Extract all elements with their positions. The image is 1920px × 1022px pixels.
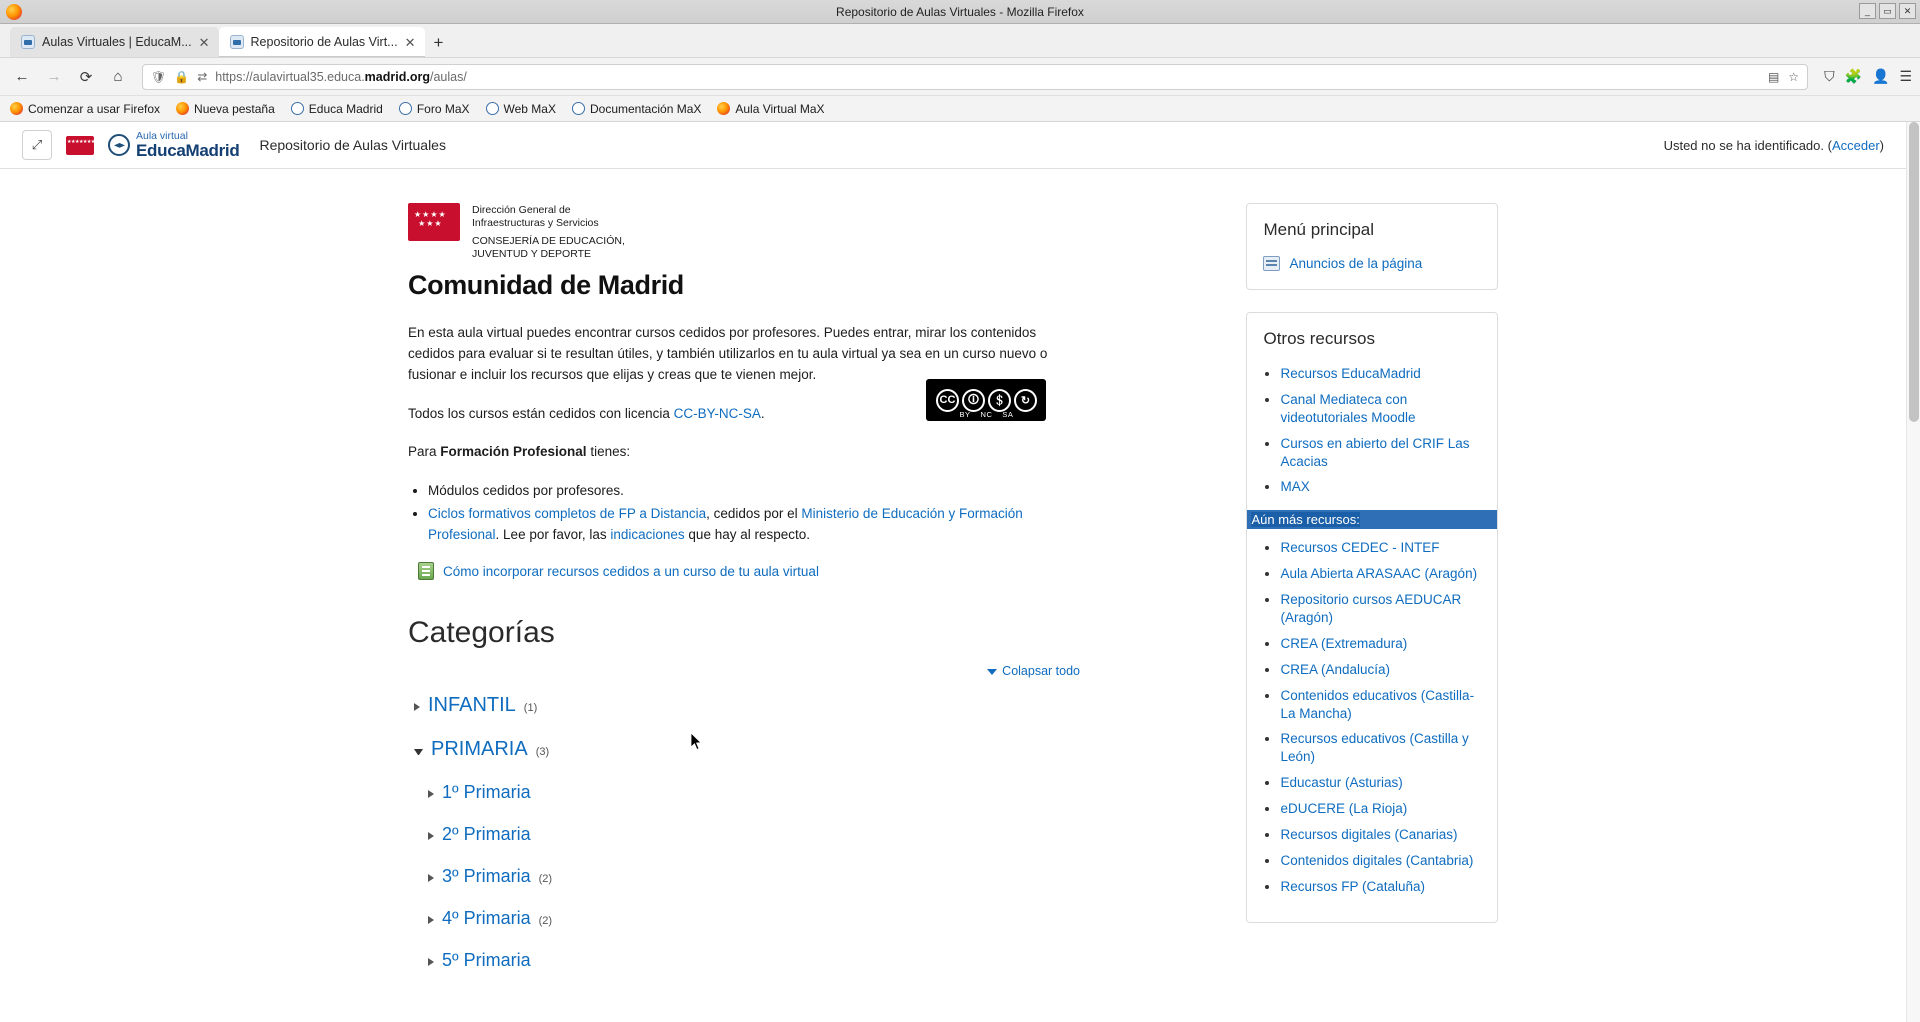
cc-nc-icon: ＄ (988, 389, 1011, 412)
list-item (428, 504, 1080, 546)
category-name[interactable]: 5º Primaria (442, 950, 531, 971)
window-controls (1859, 3, 1916, 19)
sidebar (1246, 203, 1498, 992)
bullet2-mid2: . Lee por favor, las (495, 527, 611, 543)
list-item[interactable] (1280, 730, 1481, 766)
lock-icon: 🔒 (174, 69, 190, 84)
madrid-banner (408, 203, 1214, 262)
block-title: Menú principal (1263, 220, 1375, 239)
link-crif-las-acacias[interactable]: Cursos en abierto del CRIF Las Acacias (1280, 435, 1470, 469)
categorias-heading: Categorías (408, 616, 555, 650)
banner-line-2: Infraestructuras y Servicios (472, 217, 599, 230)
new-tab-button[interactable]: + (433, 33, 444, 52)
link-fp-cataluna[interactable]: Recursos FP (Cataluña) (1280, 878, 1426, 894)
close-button[interactable]: ✕ (1899, 3, 1916, 19)
category-primaria[interactable] (408, 738, 1214, 761)
cc-by-label: BY (959, 410, 971, 419)
firefox-icon (717, 102, 730, 115)
ministerio-link[interactable]: Ministerio de Educación y Formación Profesional (428, 506, 1023, 543)
fp-bullet-list (408, 481, 1080, 546)
minimize-button[interactable]: _ (1859, 3, 1876, 19)
link-canal-mediateca[interactable]: Canal Mediateca con videotutoriales Moodle (1280, 391, 1416, 425)
bookmarks-bar (0, 96, 1920, 122)
category-5-primaria[interactable] (408, 950, 1214, 971)
bookmark-label: Documentación MaX (589, 101, 702, 116)
link-educere[interactable]: eDUCERE (La Rioja) (1280, 801, 1408, 817)
tab-close-icon[interactable]: ✕ (404, 34, 416, 50)
incorporar-recursos-row (418, 562, 1214, 580)
license-text-pre: Todos los cursos están cedidos con licencia (408, 405, 674, 421)
tab-strip (0, 24, 1920, 58)
link-max[interactable]: MAX (1280, 479, 1310, 495)
incorporar-recursos-link[interactable]: Cómo incorporar recursos cedidos a un curso de tu aula virtual (443, 563, 819, 579)
aun-mas-recursos-heading (1247, 510, 1497, 529)
document-icon (418, 562, 434, 580)
list-item[interactable] (1280, 435, 1481, 471)
link-castilla-la-mancha[interactable]: Contenidos educativos (Castilla-La Mancha) (1280, 687, 1475, 721)
globe-icon (486, 102, 499, 115)
bookmark-nueva-pestana[interactable] (176, 102, 275, 116)
category-2-primaria[interactable] (408, 824, 1214, 845)
shield-icon[interactable]: 🛡 (151, 69, 167, 84)
category-name[interactable]: 3º Primaria (442, 866, 531, 887)
bookmark-label: Educa Madrid (308, 101, 383, 116)
window-title: Repositorio de Aulas Virtuales - Mozilla Firefox (836, 4, 1084, 19)
bookmark-star-icon[interactable]: ☆ (1788, 69, 1800, 84)
category-count: (2) (538, 873, 553, 886)
chevron-right-icon[interactable] (428, 958, 434, 966)
page-scrollbar[interactable] (1906, 122, 1920, 1022)
comunidad-de-madrid-title: Comunidad de Madrid (408, 269, 684, 300)
fp-text-bold: Formación Profesional (440, 444, 587, 460)
link-crea-extremadura[interactable]: CREA (Extremadura) (1280, 635, 1408, 651)
chevron-right-icon[interactable] (428, 916, 434, 924)
translate-icon[interactable]: ⇄ (197, 69, 208, 84)
tab-favicon-icon (21, 35, 35, 49)
graduation-cap-icon (108, 134, 130, 156)
bookmark-web-max[interactable] (486, 102, 556, 116)
list-item[interactable] (1280, 826, 1481, 844)
collapse-all-link[interactable] (987, 664, 1080, 678)
link-castilla-y-leon[interactable]: Recursos educativos (Castilla y León) (1280, 731, 1469, 765)
link-aeducar[interactable]: Repositorio cursos AEDUCAR (Aragón) (1280, 592, 1462, 626)
fp-text-pre: Para (408, 444, 441, 460)
category-1-primaria[interactable] (408, 782, 1214, 803)
navigation-toolbar (0, 58, 1920, 96)
app-menu-icon[interactable]: ☰ (1899, 68, 1912, 84)
category-count: (3) (535, 746, 550, 759)
page-content (0, 169, 1530, 992)
ciclos-fp-link[interactable]: Ciclos formativos completos de FP a Distancia (428, 506, 707, 522)
account-icon[interactable]: 👤 (1872, 68, 1890, 84)
link-crea-andalucia[interactable]: CREA (Andalucía) (1280, 661, 1391, 677)
category-name[interactable]: 4º Primaria (442, 908, 531, 929)
list-item[interactable] (1280, 635, 1481, 653)
list-item[interactable] (1280, 478, 1481, 496)
tab-favicon-icon (230, 35, 244, 49)
list-item[interactable] (1280, 565, 1481, 583)
maximize-button[interactable]: ▭ (1879, 3, 1896, 19)
bookmark-label: Nueva pestaña (194, 101, 275, 116)
chevron-down-icon[interactable] (414, 749, 423, 755)
list-item: • Módulos cedidos por profesores. (428, 481, 1080, 502)
tab-close-icon[interactable]: ✕ (198, 34, 210, 50)
chevron-right-icon[interactable] (414, 703, 420, 711)
logo-line-2: EducaMadrid (136, 140, 240, 160)
banner-line-3: CONSEJERÍA DE EDUCACIÓN, (472, 234, 625, 247)
reader-mode-icon[interactable]: ▤ (1767, 69, 1780, 84)
link-canarias[interactable]: Recursos digitales (Canarias) (1280, 827, 1458, 843)
link-cedec-intef[interactable]: Recursos CEDEC - INTEF (1280, 540, 1440, 556)
list-item[interactable] (1280, 539, 1481, 557)
url-text: https://aulavirtual35.educa.madrid.org/aulas/ (215, 69, 467, 84)
toolbar-right-group (1818, 68, 1912, 85)
site-name: Repositorio de Aulas Virtuales (259, 137, 446, 153)
highlight-label: Aún más recursos: (1251, 512, 1360, 528)
fp-text-post: tienes: (586, 444, 631, 460)
cc-by-icon: 🛈 (962, 389, 985, 412)
chevron-right-icon[interactable] (428, 832, 434, 840)
block-title: Otros recursos (1263, 329, 1375, 348)
address-bar[interactable] (142, 64, 1808, 90)
chevron-right-icon[interactable] (428, 790, 434, 798)
category-4-primaria[interactable] (408, 908, 1214, 929)
site-header (0, 122, 1920, 169)
login-link[interactable]: Acceder (1831, 137, 1880, 153)
intro-paragraph-3 (408, 442, 1080, 463)
bullet2-end: que hay al respecto. (684, 527, 811, 543)
bookmark-label: Foro MaX (416, 101, 470, 116)
globe-icon (291, 102, 304, 115)
resources-list-bottom (1263, 539, 1481, 895)
bookmark-label: Comenzar a usar Firefox (28, 101, 161, 116)
category-count: (1) (523, 702, 538, 715)
link-educastur[interactable]: Educastur (Asturias) (1280, 775, 1403, 791)
chevron-right-icon[interactable] (428, 874, 434, 882)
bookmark-label: Aula Virtual MaX (735, 101, 825, 116)
category-count: (2) (538, 915, 553, 928)
bookmark-label: Web MaX (503, 101, 556, 116)
list-item[interactable] (1280, 591, 1481, 627)
cc-nc-label: NC (980, 410, 993, 419)
window-titlebar (0, 0, 1920, 24)
list-item[interactable] (1280, 687, 1481, 723)
list-item[interactable] (1280, 774, 1481, 792)
drawer-toggle-icon[interactable]: ⤢ (22, 130, 52, 160)
cc-sa-icon: ↻ (1014, 389, 1037, 412)
resources-list-top (1263, 365, 1481, 496)
announcement-icon (1263, 256, 1280, 271)
link-cantabria[interactable]: Contenidos digitales (Cantabria) (1280, 852, 1474, 868)
bookmark-educa-madrid[interactable] (291, 102, 383, 116)
list-item[interactable] (1280, 878, 1481, 896)
page-viewport (0, 122, 1920, 1022)
category-name[interactable]: INFANTIL (428, 694, 516, 717)
forward-icon[interactable]: → (46, 68, 62, 85)
firefox-icon (10, 102, 23, 115)
cc-license-link[interactable]: CC-BY-NC-SA (673, 405, 761, 421)
list-item[interactable] (1280, 661, 1481, 679)
comunidad-madrid-flag-icon (66, 136, 94, 155)
tab-label: Repositorio de Aulas Virt... (250, 35, 398, 49)
scrollbar-thumb[interactable] (1909, 122, 1919, 422)
tab-label: Aulas Virtuales | EducaM... (42, 35, 192, 49)
firefox-icon (176, 102, 189, 115)
link-arasaac[interactable]: Aula Abierta ARASAAC (Aragón) (1280, 566, 1478, 582)
login-status-text: Usted no se ha identificado. ( (1663, 137, 1832, 153)
block-menu-principal (1246, 203, 1498, 290)
chevron-down-icon (987, 669, 997, 675)
category-name[interactable]: PRIMARIA (431, 738, 528, 761)
bookmark-aula-virtual-max[interactable] (717, 102, 824, 116)
bookmark-comenzar[interactable] (10, 102, 160, 116)
license-text-post: . (760, 405, 765, 421)
category-infantil[interactable] (408, 694, 1214, 717)
block-otros-recursos (1246, 312, 1498, 923)
logo-line-1: Aula virtual (136, 129, 188, 142)
indicaciones-link[interactable]: indicaciones (610, 527, 685, 543)
list-item[interactable] (1280, 391, 1481, 427)
cc-sa-label: SA (1002, 410, 1014, 419)
home-icon[interactable]: ⌂ (113, 68, 123, 85)
list-item[interactable] (1280, 365, 1481, 383)
list-item[interactable] (1280, 800, 1481, 818)
banner-line-1: Dirección General de (472, 204, 571, 216)
collapse-all-row (408, 664, 1080, 678)
tab-aulas-virtuales[interactable] (10, 27, 219, 57)
link-recursos-educamadrid[interactable]: Recursos EducaMadrid (1280, 366, 1421, 381)
banner-line-4: JUVENTUD Y DEPORTE (472, 248, 592, 261)
anuncios-link[interactable]: Anuncios de la página (1289, 256, 1423, 271)
bullet2-mid: , cedidos por el (706, 506, 802, 522)
category-list (408, 694, 1214, 971)
pocket-icon[interactable]: ⛉ (1824, 68, 1835, 84)
extensions-icon[interactable]: 🧩 (1844, 68, 1862, 84)
creative-commons-badge-icon (926, 379, 1046, 421)
login-status-close: ) (1879, 137, 1884, 153)
globe-icon (572, 102, 585, 115)
comunidad-madrid-flag-icon (408, 203, 460, 241)
cc-icon: CC (936, 389, 959, 412)
category-name[interactable]: 1º Primaria (442, 782, 531, 803)
globe-icon (399, 102, 412, 115)
tab-repositorio[interactable] (219, 27, 425, 57)
anuncios-row[interactable] (1263, 256, 1481, 271)
category-3-primaria[interactable] (408, 866, 1214, 887)
bookmark-foro-max[interactable] (399, 102, 470, 116)
bookmark-documentacion-max[interactable] (572, 102, 701, 116)
list-item[interactable] (1280, 852, 1481, 870)
back-icon[interactable]: ← (14, 68, 30, 85)
intro-paragraph-1: En esta aula virtual puedes encontrar cursos cedidos por profesores. Puedes entrar, mirar los contenidos cedidos para evaluar si te resultan útiles, y también utilizarlos en tu aula virtual ya sea en un curso nuevo o fusionar e incluir los recursos que elijas y creas que te vienen mejor. (408, 324, 1048, 382)
educamadrid-logo[interactable] (108, 131, 239, 160)
main-column (408, 203, 1214, 992)
category-name[interactable]: 2º Primaria (442, 824, 531, 845)
reload-icon[interactable]: ⟳ (79, 68, 93, 86)
collapse-all-label: Colapsar todo (1002, 664, 1080, 679)
login-status (1664, 138, 1898, 153)
